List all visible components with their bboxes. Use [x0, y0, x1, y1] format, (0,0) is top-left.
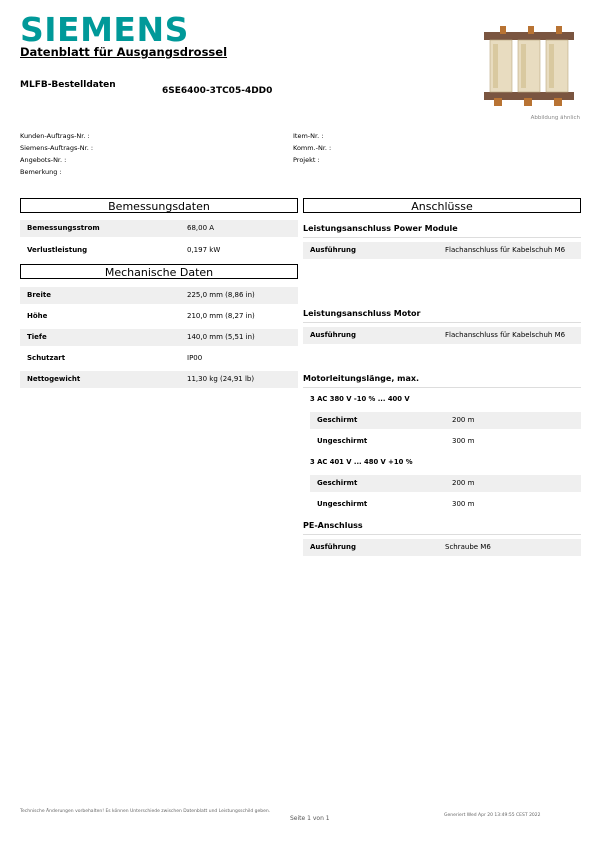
bemessungsdaten-header: Bemessungsdaten	[20, 198, 298, 213]
row-value: Schraube M6	[445, 543, 491, 551]
divider	[303, 237, 581, 238]
mlfb-value: 6SE6400-3TC05-4DD0	[162, 86, 273, 96]
remark-label: Bemerkung :	[20, 168, 62, 176]
table-row	[310, 412, 581, 429]
order-info-right	[293, 130, 331, 166]
project-label: Projekt :	[293, 156, 320, 164]
table-row	[310, 475, 581, 492]
row-label: Schutzart	[27, 354, 66, 362]
table-row	[20, 220, 298, 237]
table-row	[310, 433, 581, 450]
divider	[303, 534, 581, 535]
motor-section-title: Leistungsanschluss Motor	[303, 309, 421, 318]
row-label: Ungeschirmt	[317, 437, 368, 445]
customer-order-no-label: Kunden-Auftrags-Nr. :	[20, 132, 90, 140]
divider	[303, 322, 581, 323]
row-label: Ungeschirmt	[317, 500, 368, 508]
row-value: IP00	[187, 354, 203, 362]
pe-section-title: PE-Anschluss	[303, 521, 363, 530]
table-row	[20, 350, 298, 367]
document-title: Datenblatt für Ausgangsdrossel	[20, 45, 228, 59]
terminal-2	[528, 26, 534, 34]
siemens-logo: SIEMENS	[20, 10, 189, 49]
row-label: Geschirmt	[317, 479, 358, 487]
row-value: 200 m	[452, 479, 475, 487]
siemens-order-no-label: Siemens-Auftrags-Nr. :	[20, 144, 94, 152]
table-row	[20, 371, 298, 388]
terminal-5	[524, 98, 532, 106]
table-row	[20, 242, 298, 259]
row-label: Geschirmt	[317, 416, 358, 424]
offer-no-label: Angebots-Nr. :	[20, 156, 67, 164]
row-value: 210,0 mm (8,27 in)	[187, 312, 255, 320]
row-value: 300 m	[452, 437, 475, 445]
product-image	[478, 22, 580, 112]
mechanische-daten-header: Mechanische Daten	[20, 264, 298, 279]
generated-timestamp: Generiert Wed Apr 20 13:49:55 CEST 2022	[444, 813, 541, 818]
motorleitung-section-title: Motorleitungslänge, max.	[303, 374, 420, 383]
coil-shade-2	[521, 44, 526, 88]
terminal-3	[556, 26, 562, 34]
table-row	[310, 496, 581, 513]
table-row	[20, 287, 298, 304]
mlfb-label: MLFB-Bestelldaten	[20, 80, 116, 90]
voltage-group-title: 3 AC 401 V ... 480 V +10 %	[310, 458, 413, 466]
row-value: Flachanschluss für Kabelschuh M6	[445, 246, 566, 254]
table-row	[20, 329, 298, 346]
table-row	[303, 327, 581, 344]
row-label: Bemessungsstrom	[27, 224, 100, 232]
anschluesse-header: Anschlüsse	[303, 198, 581, 213]
row-value: 140,0 mm (5,51 in)	[187, 333, 255, 341]
table-row	[303, 539, 581, 556]
row-value: 0,197 kW	[187, 246, 221, 254]
terminal-4	[494, 98, 502, 106]
divider	[303, 387, 581, 388]
comm-no-label: Komm.-Nr. :	[293, 144, 332, 152]
row-value: 11,30 kg (24,91 lb)	[187, 375, 255, 383]
row-label: Breite	[27, 291, 52, 299]
photo-caption: Abbildung ähnlich	[530, 115, 580, 121]
row-label: Ausführung	[310, 246, 357, 254]
table-row	[20, 308, 298, 325]
coil-shade-3	[549, 44, 554, 88]
row-label: Ausführung	[310, 331, 357, 339]
row-label: Tiefe	[27, 333, 47, 341]
order-info-left	[20, 130, 93, 178]
table-row	[303, 242, 581, 259]
item-no-label: Item-Nr. :	[293, 132, 324, 140]
row-label: Verlustleistung	[27, 246, 88, 254]
row-label: Ausführung	[310, 543, 357, 551]
power-module-section-title: Leistungsanschluss Power Module	[303, 224, 458, 233]
row-value: 300 m	[452, 500, 475, 508]
terminal-6	[554, 98, 562, 106]
row-label: Nettogewicht	[27, 375, 81, 383]
row-value: Flachanschluss für Kabelschuh M6	[445, 331, 566, 339]
coil-shade-1	[493, 44, 498, 88]
row-value: 68,00 A	[187, 224, 215, 232]
page-number: Seite 1 von 1	[290, 815, 330, 822]
terminal-1	[500, 26, 506, 34]
voltage-group-title: 3 AC 380 V -10 % ... 400 V	[310, 395, 410, 403]
row-value: 225,0 mm (8,86 in)	[187, 291, 255, 299]
row-value: 200 m	[452, 416, 475, 424]
row-label: Höhe	[27, 312, 48, 320]
footer-disclaimer: Technische Änderungen vorbehalten! Es können Unterschiede zwischen Datenblatt und Leistungsschild geben.	[20, 809, 271, 814]
